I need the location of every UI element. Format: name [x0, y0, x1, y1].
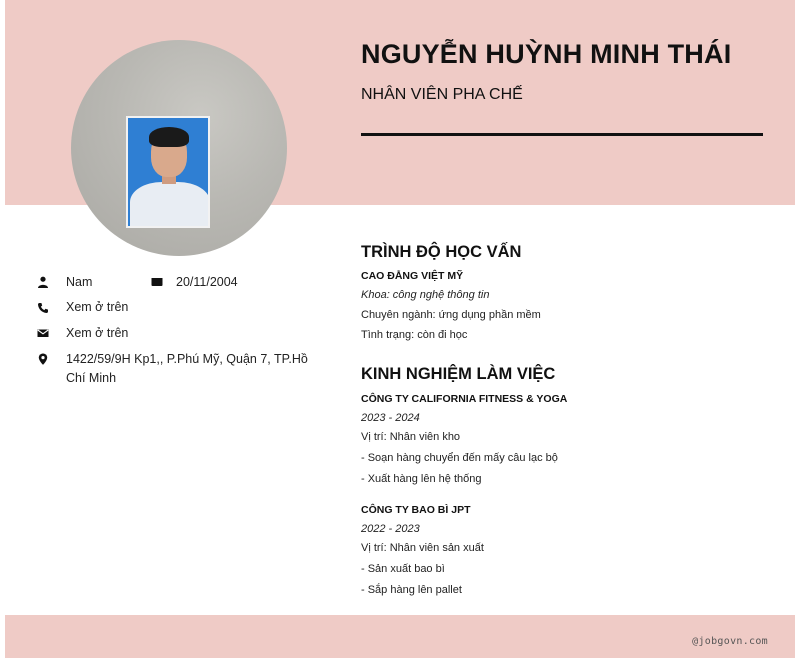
faculty-text: Khoa: công nghệ thông tin: [361, 289, 490, 301]
profile-photo: [71, 40, 287, 256]
status-text: Tình trạng: còn đi học: [361, 329, 468, 341]
phone-value: Xem ở trên: [66, 300, 129, 314]
candidate-name: NGUYỄN HUỲNH MINH THÁI: [361, 39, 732, 69]
job-period: 2023 - 2024: [361, 412, 420, 424]
job-period: 2022 - 2023: [361, 523, 420, 535]
phone-icon: [37, 302, 49, 314]
job-duty: - Xuất hàng lên hệ thống: [361, 473, 482, 485]
job-position: Vị trí: Nhân viên kho: [361, 431, 461, 443]
address-line-1: 1422/59/9H Kp1,, P.Phú Mỹ, Quận 7, TP.Hồ: [66, 352, 308, 366]
job-position: Vị trí: Nhân viên sản xuất: [361, 542, 484, 554]
job-duty: - Sản xuất bao bì: [361, 563, 445, 575]
calendar-icon: [151, 276, 163, 288]
birthdate-value: 20/11/2004: [176, 275, 238, 289]
school-name: CAO ĐẲNG VIỆT MỸ: [361, 270, 464, 282]
email-value: Xem ở trên: [66, 326, 129, 340]
experience-heading: KINH NGHIỆM LÀM VIỆC: [361, 365, 556, 383]
gender-value: Nam: [66, 275, 93, 289]
location-pin-icon: [37, 353, 49, 365]
job-title: NHÂN VIÊN PHA CHẾ: [361, 86, 523, 103]
person-icon: [37, 276, 49, 288]
mail-icon: [37, 327, 49, 339]
resume-page: [5, 0, 795, 658]
major-text: Chuyên ngành: ứng dụng phần mềm: [361, 309, 541, 321]
portrait-image: [126, 116, 210, 228]
job-company: CÔNG TY CALIFORNIA FITNESS & YOGA: [361, 393, 568, 405]
address-line-2: Chí Minh: [66, 371, 117, 385]
footer-brand[interactable]: @jobgovn.com: [692, 636, 768, 647]
header-divider: [361, 133, 763, 136]
footer-band: [5, 615, 795, 658]
job-duty: - Sắp hàng lên pallet: [361, 584, 462, 596]
job-duty: - Soạn hàng chuyển đến mấy câu lạc bộ: [361, 452, 558, 464]
education-heading: TRÌNH ĐỘ HỌC VẤN: [361, 243, 522, 261]
job-company: CÔNG TY BAO BÌ JPT: [361, 504, 471, 516]
